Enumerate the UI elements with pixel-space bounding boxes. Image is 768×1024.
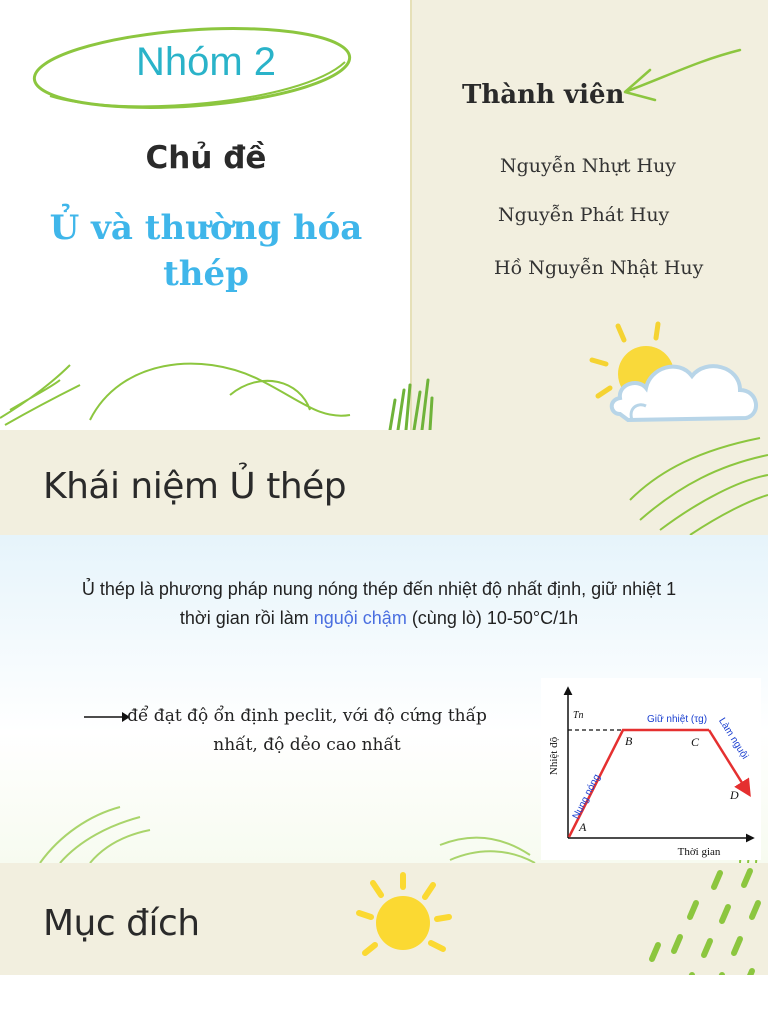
definition-highlight: nguội chậm — [313, 608, 407, 628]
purpose-line1: để đạt độ ổn định peclit, với độ cứng thấp — [127, 706, 487, 726]
point-label-d: D — [730, 788, 739, 802]
definition-line2-end: (cùng lò) 10-50°C/1h — [406, 608, 579, 628]
point-label-a: A — [579, 820, 587, 834]
tn-label: Tn — [573, 710, 584, 721]
arrow-doodle-icon — [625, 50, 740, 100]
purpose-line2: nhất, độ dẻo cao nhất — [213, 735, 401, 755]
section-band-concept — [0, 430, 768, 535]
purpose-text — [112, 702, 502, 760]
y-axis-label: Nhiệt độ — [548, 736, 560, 776]
topic-text — [30, 205, 382, 297]
section-title-concept: Khái niệm Ủ thép — [43, 466, 347, 507]
annealing-chart — [541, 678, 761, 860]
members-label: Thành viên — [462, 80, 625, 110]
definition-line2-start: thời gian rồi làm — [179, 608, 314, 628]
grass-scribble — [0, 365, 80, 425]
grass-tuft — [390, 380, 432, 430]
topic-text-line1: Ủ và thường hóa — [49, 208, 363, 248]
definition-line2 — [25, 604, 733, 633]
sun-icon — [345, 869, 457, 975]
loop-scribble — [90, 364, 350, 420]
segment-label-heating: Nung nóng — [570, 772, 603, 822]
point-label-c: C — [691, 735, 700, 749]
definition-text — [25, 575, 733, 633]
segment-label-holding: Giữ nhiệt (τg) — [646, 714, 708, 725]
segment-label-cooling: Làm nguội — [716, 715, 751, 762]
member-name: Nguyễn Phát Huy — [498, 204, 670, 226]
group-title: Nhóm 2 — [135, 40, 277, 84]
definition-line1: Ủ thép là phương pháp nung nóng thép đến nhiệt độ nhất định, giữ nhiệt 1 — [81, 579, 677, 599]
point-label-b: B — [625, 734, 633, 748]
member-name: Nguyễn Nhựt Huy — [500, 155, 677, 177]
topic-label: Chủ đề — [145, 140, 267, 176]
member-name: Hồ Nguyễn Nhật Huy — [494, 257, 704, 279]
x-axis-label: Thời gian — [677, 846, 721, 858]
topic-text-line2: thép — [163, 254, 249, 294]
sun-cloud-icon — [580, 318, 768, 430]
section-title-purpose: Mục đích — [43, 903, 200, 944]
title-slide — [0, 0, 768, 430]
annealing-chart-svg — [541, 678, 761, 860]
page-bottom-strip — [0, 975, 768, 1024]
grass-scribble-right — [620, 430, 768, 535]
